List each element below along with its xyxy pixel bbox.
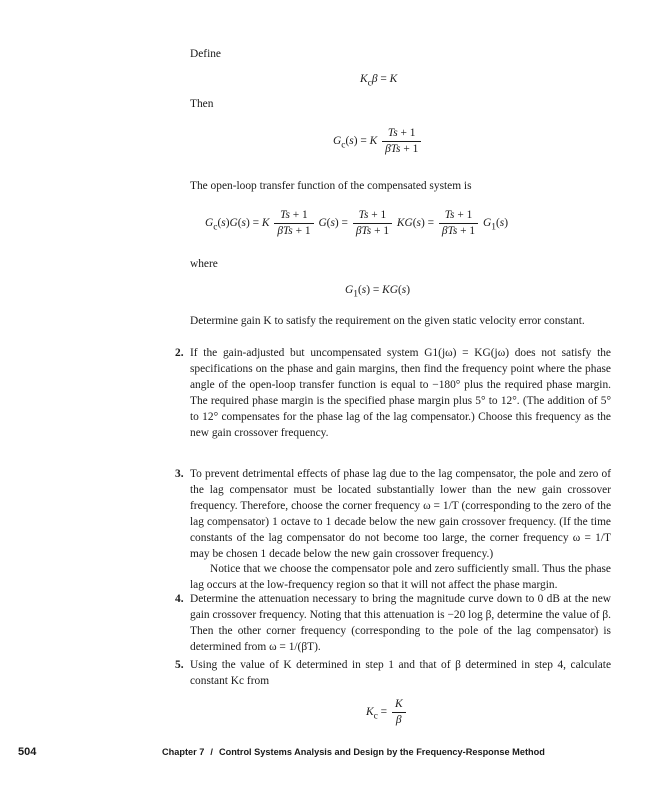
- step-4: [175, 592, 611, 656]
- determine-gain-text: Determine gain K to satisfy the requirement on the given static velocity error constant.: [190, 315, 585, 327]
- step-2: [175, 346, 611, 441]
- equation-5: $K_c$ = $\frac{K}{\beta}$: [366, 698, 408, 727]
- footer-separator: /: [210, 747, 213, 757]
- where-text: where: [190, 258, 218, 270]
- running-footer: [162, 747, 545, 757]
- step-number: 4.: [175, 593, 184, 605]
- equation-3: $G_c(s)G(s) = K$ $\frac{Ts + 1}{\text{βTs + 1}}$ G(s) = $\frac{Ts + 1}{\text{βTs + 1}}$ KG(s) = $\frac{Ts + 1}{\text{βTs + 1}}$ $G_1(s)$: [205, 209, 509, 237]
- equation-1: $K_c\beta = K$: [360, 73, 398, 89]
- step-number: 5.: [175, 659, 184, 671]
- define-text: Define: [190, 48, 221, 60]
- step-number: 3.: [175, 468, 184, 480]
- step-5: [175, 658, 611, 690]
- step-number: 2.: [175, 347, 184, 359]
- chapter-title: Control Systems Analysis and Design by the Frequency-Response Method: [218, 747, 545, 757]
- equation-2: $G_c(s) = K$ $\frac{Ts + 1}{\text{βTs + 1}}$: [333, 127, 423, 156]
- page-number: 504: [18, 746, 37, 758]
- equation-4: $G_1(s) = KG(s)$: [345, 284, 410, 300]
- step-text: Determine the attenuation necessary to bring the magnitude curve down to 0 dB at the new gain crossover frequency. Noting that this attenuation is −20 log β, determine the value of β. Then the other corner frequency (corresponding to the pole of the lag compensator) is determined from ω = 1/(βT).: [190, 593, 611, 653]
- step-text: If the gain-adjusted but uncompensated system G1(jω) = KG(jω) does not satisfy the specifications on the phase and gain margins, then find the frequency point where the phase angle of the open-loop transfer function is equal to −180° plus the required phase margin. The required phase margin is the specified phase margin plus 5° to 12°. (The addition of 5° to 12° compensates for the phase lag of the lag compensator.) Choose this frequency as the new gain crossover frequency.: [190, 347, 611, 439]
- step-text: To prevent detrimental effects of phase lag due to the lag compensator, the pole and zero of the lag compensator must be located substantially lower than the new gain crossover frequency. Therefore, choose the corner frequency ω = 1/T (corresponding to the zero of the lag compensator) 1 octave to 1 decade below the new gain crossover frequency. (If the time constants of the lag compensator do not become too large, the corner frequency ω = 1/T may be chosen 1 decade below the new gain crossover frequency.): [190, 468, 611, 560]
- step-text-continued: Notice that we choose the compensator pole and zero sufficiently small. Thus the phase lag occurs at the low-frequency region so that it will not affect the phase margin.: [190, 563, 611, 592]
- then-text: Then: [190, 98, 214, 110]
- chapter-label: Chapter 7: [162, 747, 205, 757]
- step-text: Using the value of K determined in step 1 and that of β determined in step 4, calculate constant Kc from: [190, 659, 611, 687]
- step-3: [175, 467, 611, 594]
- open-loop-text: The open-loop transfer function of the compensated system is: [190, 180, 472, 192]
